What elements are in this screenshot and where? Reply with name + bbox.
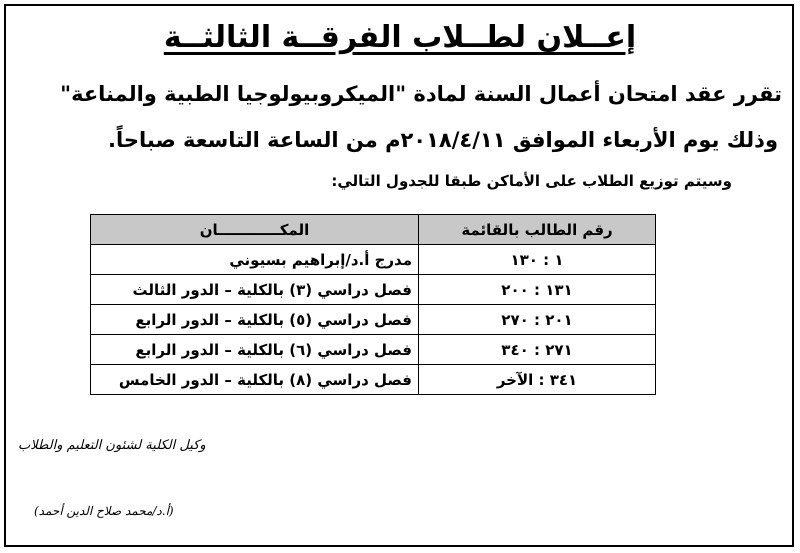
cell-range: ١٣١ : ٢٠٠ (419, 275, 656, 305)
cell-place: فصل دراسي (٦) بالكلية – الدور الرابع (91, 335, 419, 365)
cell-place: مدرج أ.د/إبراهيم بسيوني (91, 245, 419, 275)
cell-range: ٢٧١ : ٣٤٠ (419, 335, 656, 365)
seating-table (90, 214, 656, 395)
cell-place: فصل دراسي (٣) بالكلية – الدور الثالث (91, 275, 419, 305)
cell-range: ١ : ١٣٠ (419, 245, 656, 275)
signatory-title: وكيل الكلية لشئون التعليم والطلاب (18, 438, 206, 453)
table-row (91, 365, 656, 395)
table-row (91, 335, 656, 365)
body-line-date: وذلك يوم الأربعاء الموافق ٢٠١٨/٤/١١م من الساعة التاسعة صباحاً. (108, 128, 778, 152)
table-row (91, 305, 656, 335)
table-row (91, 275, 656, 305)
table-row (91, 245, 656, 275)
signatory-name: (أ.د/محمد صلاح الدين أحمد) (34, 504, 174, 518)
table-header-row (91, 215, 656, 245)
cell-place: فصل دراسي (٥) بالكلية – الدور الرابع (91, 305, 419, 335)
cell-range: ٢٠١ : ٢٧٠ (419, 305, 656, 335)
header-place: المكــــــــــــان (91, 215, 419, 245)
cell-range: ٣٤١ : الآخر (419, 365, 656, 395)
body-line-distribution: وسيتم توزيع الطلاب على الأماكن طبقا للجدول التالي: (331, 172, 732, 190)
cell-place: فصل دراسي (٨) بالكلية – الدور الخامس (91, 365, 419, 395)
body-line-exam: تقرر عقد امتحان أعمال السنة لمادة "الميكروبيولوجيا الطبية والمناعة" (60, 82, 782, 106)
header-student-range: رقم الطالب بالقائمة (419, 215, 656, 245)
announcement-title: إعــلان لطــلاب الفرقــة الثالثــة (163, 20, 637, 55)
